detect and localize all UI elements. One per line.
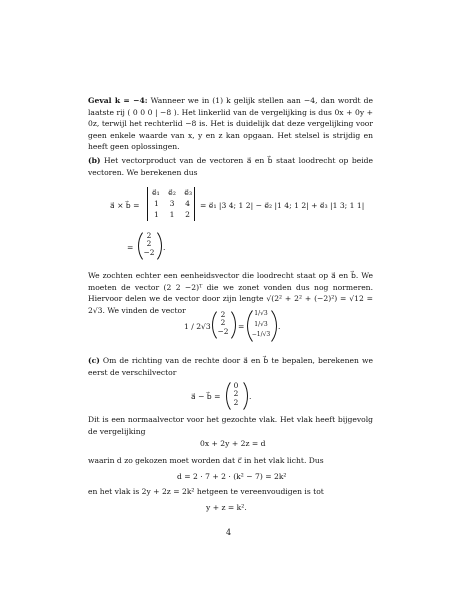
equals-sign: = bbox=[127, 243, 134, 252]
determinant-right-bar bbox=[194, 187, 195, 221]
part-c-label: (c) bbox=[88, 356, 100, 365]
paragraph-case-k-minus-4 bbox=[88, 95, 373, 153]
paragraph-normal-vector: Dit is een normaalvector voor het gezochte vlak. Het vlak heeft bijgevolg de vergelijking bbox=[88, 415, 373, 436]
part-c-body: Om de richting van de rechte door a⃗ en b⃗ te bepalen, berekenen we eerst de verschilvector bbox=[88, 356, 373, 377]
difference-vector: 0 2 2 bbox=[233, 381, 239, 407]
case-heading: Geval k = −4: bbox=[88, 96, 148, 105]
det-row-3: 1 1 2 bbox=[154, 210, 190, 219]
page-number: 4 bbox=[226, 528, 232, 537]
result-vector: 2 2 −2 bbox=[143, 231, 155, 257]
plane-equation: 0x + 2y + 2z = d bbox=[200, 439, 266, 448]
final-equation: y + z = k². bbox=[206, 503, 247, 512]
unit-factor: 1 / 2√3 bbox=[184, 322, 211, 331]
paragraph-b-intro bbox=[88, 155, 373, 178]
det-row-2: 1 3 4 bbox=[154, 199, 190, 208]
result-period: . bbox=[163, 243, 166, 252]
determinant-left-bar bbox=[147, 187, 148, 221]
paragraph-unit-vector: We zochten echter een eenheidsvector die loodrecht staat op a⃗ en b⃗. We moeten de vector (2 2 −2)ᵀ die we zonet vonden dus nog normeren. Hiervoor delen we de vector door zijn lengte √(2² + 2² + (−2)²) = √12 = 2√3. We vinden de vector bbox=[88, 271, 373, 315]
part-b-label: (b) bbox=[88, 156, 101, 165]
determinant-matrix bbox=[152, 187, 192, 220]
det-row-1: e⃗₁ e⃗₂ e⃗₃ bbox=[152, 188, 192, 197]
case-body: Wanneer we in (1) k gelijk stellen aan −4, dan wordt de laatste rij ( 0 0 0 | −8 ). Het linkerlid van de vergelijking is dus 0x + 0y + 0z, terwijl het rechterlid −8 is. Het is duidelijk dat deze vergelijking voor geen enkele waarde van x, y en z kan opgaan. Het stelsel is strijdig en heeft geen oplossingen. bbox=[88, 96, 373, 152]
paragraph-c-intro bbox=[88, 355, 373, 378]
part-b-body: Het vectorproduct van de vectoren a⃗ en b⃗ staat loodrecht op beide vectoren. We berekenen dus bbox=[88, 156, 373, 177]
unit-period: . bbox=[278, 322, 281, 331]
d-equation: d = 2 · 7 + 2 · (k² − 7) = 2k² bbox=[177, 472, 287, 481]
unit-vector-result: 1/√3 1/√3 −1/√3 bbox=[251, 310, 271, 338]
paragraph-choose-d: waarin d zo gekozen moet worden dat c⃗ in het vlak licht. Dus bbox=[88, 456, 324, 465]
cofactor-expansion: = e⃗₁ |3 4; 1 2| − e⃗₂ |1 4; 1 2| + e⃗₃ |1 3; 1 1| bbox=[200, 201, 365, 210]
paragraph-plane-simplify: en het vlak is 2y + 2z = 2k² hetgeen te vereenvoudigen is tot bbox=[88, 487, 324, 496]
difference-lhs: a⃗ − b⃗ = bbox=[191, 392, 221, 401]
difference-period: . bbox=[249, 392, 252, 401]
equals-sign: = bbox=[238, 322, 245, 331]
unit-vector-input: 2 2 −2 bbox=[217, 310, 229, 336]
cross-product-lhs: a⃗ × b⃗ = bbox=[110, 201, 140, 210]
